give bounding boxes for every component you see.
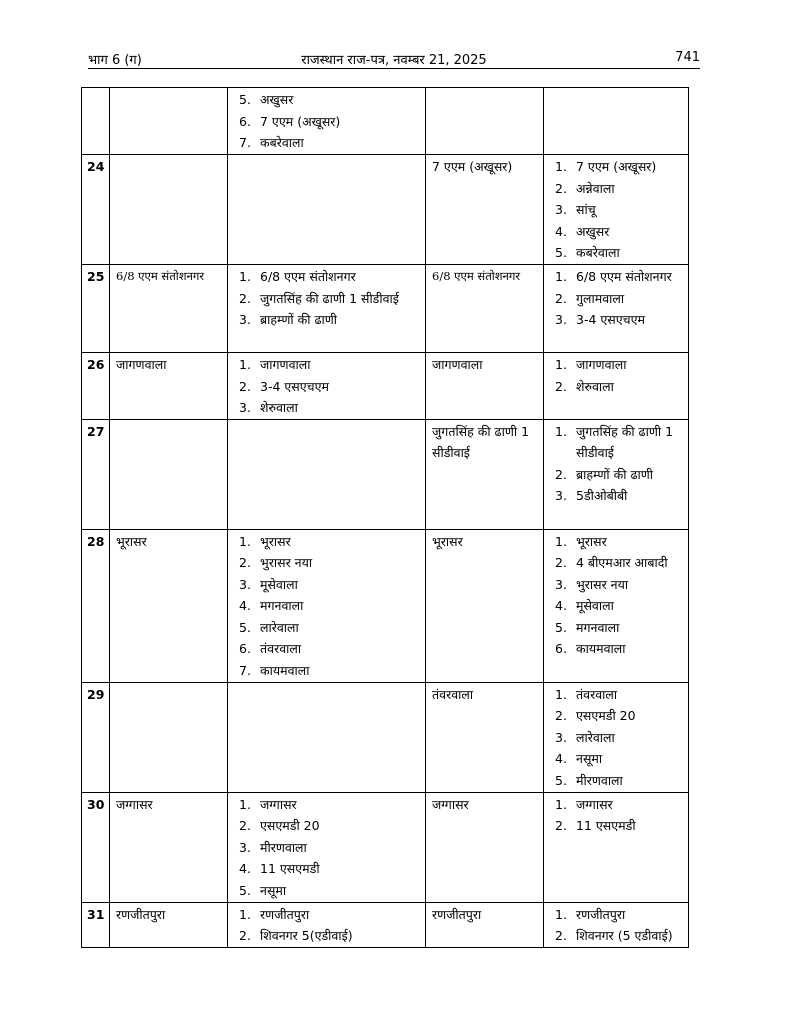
table-body xyxy=(82,88,689,948)
list-item-text: 7 एएम (अखूसर) xyxy=(576,159,657,174)
list-item xyxy=(555,242,684,264)
list-item xyxy=(555,309,684,331)
serial-number: 28 xyxy=(82,529,110,682)
list-item-text: भुरासर नया xyxy=(260,555,313,570)
list-item xyxy=(239,132,421,154)
list-item-number: 3. xyxy=(555,202,567,217)
table-row xyxy=(82,88,689,155)
list-item-number: 3. xyxy=(555,729,567,745)
table-row xyxy=(82,792,689,902)
list-item xyxy=(239,638,421,660)
list-item-text: ब्राहम्णों की ढाणी xyxy=(260,312,337,327)
list-item-number: 1. xyxy=(555,357,567,372)
list-item-number: 2. xyxy=(555,180,567,196)
list-item-text: जग्गासर xyxy=(576,796,613,812)
list-item xyxy=(239,309,421,331)
list-item-text: 5डीओबीबी xyxy=(576,488,628,503)
list-item xyxy=(239,617,421,639)
list-item-text: मीरणवाला xyxy=(260,839,307,855)
list-item-text: शेरुवाला xyxy=(576,378,614,394)
new-panchayat-name: रणजीतपुरा xyxy=(426,902,544,947)
list-item-text: 4 बीएमआर आबादी xyxy=(576,555,668,570)
list-item-number: 2. xyxy=(555,290,567,306)
list-item xyxy=(239,925,421,947)
list-item xyxy=(239,89,421,111)
table-row xyxy=(82,529,689,682)
list-item-text: भूरासर xyxy=(260,533,291,549)
village-reorganization-table xyxy=(81,87,689,948)
list-item-number: 1. xyxy=(239,269,251,284)
list-item-number: 2. xyxy=(239,290,251,306)
list-item-number: 3. xyxy=(239,312,251,327)
table-row xyxy=(82,419,689,529)
list-item-number: 6. xyxy=(239,113,251,129)
table-row xyxy=(82,353,689,420)
list-item-text: मूसेवाला xyxy=(260,576,298,592)
list-item-number: 3. xyxy=(239,839,251,855)
page-number: 741 xyxy=(675,50,700,65)
list-item-number: 5. xyxy=(555,772,567,788)
list-item-number: 1. xyxy=(239,906,251,922)
list-item-text: तंवरवाला xyxy=(260,641,302,656)
list-item-number: 1. xyxy=(555,533,567,549)
list-item-text: कायमवाला xyxy=(576,641,626,656)
list-item-number: 6. xyxy=(555,641,567,656)
village-list xyxy=(544,88,688,89)
village-list xyxy=(228,265,425,331)
village-list xyxy=(544,420,688,507)
serial-number xyxy=(82,88,110,155)
list-item-number: 2. xyxy=(239,378,251,394)
list-item xyxy=(555,288,684,310)
list-item-text: जुगतसिंह की ढाणी 1 सीडीवाई xyxy=(576,423,674,460)
list-item xyxy=(239,376,421,398)
list-item xyxy=(555,770,684,792)
list-item-text: नसूमा xyxy=(260,882,287,898)
new-villages-cell xyxy=(544,88,689,155)
list-item-text: ब्राहम्णों की ढाणी xyxy=(576,466,653,482)
serial-number: 25 xyxy=(82,265,110,353)
list-item xyxy=(239,837,421,859)
list-item-number: 1. xyxy=(555,796,567,812)
list-item-number: 4. xyxy=(239,861,251,876)
new-panchayat-name: 7 एएम (अखूसर) xyxy=(426,155,544,265)
list-item-number: 2. xyxy=(239,928,251,943)
list-item-number: 2. xyxy=(555,708,567,723)
new-villages-cell xyxy=(544,682,689,792)
list-item-number: 3. xyxy=(239,400,251,415)
list-item-text: अखुसर xyxy=(260,92,294,107)
village-list xyxy=(544,793,688,837)
list-item-number: 2. xyxy=(555,466,567,482)
list-item-text: 6/8 एएम संतोशनगर xyxy=(260,269,356,284)
list-item-number: 1. xyxy=(239,796,251,812)
list-item xyxy=(239,660,421,682)
list-item xyxy=(239,531,421,553)
old-villages-cell xyxy=(228,155,426,265)
list-item-text: 11 एसएमडी xyxy=(260,861,320,876)
list-item-number: 1. xyxy=(555,906,567,922)
village-list xyxy=(228,793,425,902)
new-panchayat-name: 6/8 एएम संतोशनगर xyxy=(426,265,544,353)
gazette-title: राजस्थान राज-पत्र, नवम्बर 21, 2025 xyxy=(301,53,487,68)
list-item-number: 6. xyxy=(239,641,251,656)
new-villages-cell xyxy=(544,792,689,902)
list-item-text: जग्गासर xyxy=(260,796,297,812)
list-item-text: मगनवाला xyxy=(576,619,620,635)
old-villages-cell xyxy=(228,902,426,947)
list-item-number: 7. xyxy=(239,662,251,678)
list-item xyxy=(555,705,684,727)
list-item-text: अन्नेवाला xyxy=(576,180,615,196)
list-item-text: शेरुवाला xyxy=(260,400,298,415)
list-item xyxy=(555,156,684,178)
gazette-part: भाग 6 (ग) xyxy=(88,53,142,68)
list-item-number: 5. xyxy=(239,92,251,107)
list-item xyxy=(555,815,684,837)
table-row xyxy=(82,155,689,265)
list-item-text: 6/8 एएम संतोशनगर xyxy=(576,269,672,284)
list-item xyxy=(555,464,684,486)
serial-number: 29 xyxy=(82,682,110,792)
list-item-number: 5. xyxy=(239,882,251,898)
list-item xyxy=(555,617,684,639)
list-item xyxy=(555,178,684,200)
list-item xyxy=(239,354,421,376)
village-list xyxy=(228,903,425,947)
old-panchayat-name: भूरासर xyxy=(110,529,228,682)
village-list xyxy=(228,683,425,684)
list-item xyxy=(555,531,684,553)
list-item xyxy=(555,748,684,770)
village-list xyxy=(544,683,688,792)
list-item-text: अखुसर xyxy=(576,223,610,239)
new-villages-cell xyxy=(544,902,689,947)
list-item-text: लारेवाला xyxy=(260,619,299,635)
list-item-text: सांचू xyxy=(576,202,596,217)
list-item-number: 7. xyxy=(239,135,251,150)
new-panchayat-name xyxy=(426,88,544,155)
list-item-text: मगनवाला xyxy=(260,598,304,613)
old-panchayat-name: जागणवाला xyxy=(110,353,228,420)
list-item-number: 4. xyxy=(555,223,567,239)
old-panchayat-name xyxy=(110,88,228,155)
serial-number: 26 xyxy=(82,353,110,420)
new-villages-cell xyxy=(544,353,689,420)
list-item-text: जुगतसिंह की ढाणी 1 सीडीवाई xyxy=(260,290,399,306)
list-item-text: मूसेवाला xyxy=(576,598,614,613)
list-item xyxy=(239,794,421,816)
table-row xyxy=(82,902,689,947)
list-item-text: एसएमडी 20 xyxy=(576,708,636,723)
list-item-text: जागणवाला xyxy=(260,357,311,372)
old-villages-cell xyxy=(228,529,426,682)
village-list xyxy=(544,155,688,264)
list-item-text: कबरेवाला xyxy=(260,135,304,150)
old-panchayat-name xyxy=(110,682,228,792)
new-panchayat-name: जुगतसिंह की ढाणी 1 सीडीवाई xyxy=(426,419,544,529)
old-panchayat-name: रणजीतपुरा xyxy=(110,902,228,947)
list-item-number: 4. xyxy=(555,598,567,613)
list-item-number: 5. xyxy=(555,619,567,635)
new-villages-cell xyxy=(544,529,689,682)
list-item xyxy=(555,574,684,596)
list-item-text: तंवरवाला xyxy=(576,686,618,702)
list-item-number: 5. xyxy=(239,619,251,635)
list-item xyxy=(555,595,684,617)
village-list xyxy=(544,903,688,947)
table-row xyxy=(82,265,689,353)
village-list xyxy=(544,265,688,331)
list-item-text: जागणवाला xyxy=(576,357,627,372)
list-item-number: 1. xyxy=(555,159,567,174)
old-villages-cell xyxy=(228,88,426,155)
list-item xyxy=(239,111,421,133)
list-item xyxy=(555,266,684,288)
old-panchayat-name xyxy=(110,155,228,265)
list-item-number: 1. xyxy=(555,269,567,284)
serial-number: 27 xyxy=(82,419,110,529)
list-item-text: लारेवाला xyxy=(576,729,615,745)
village-list xyxy=(228,530,425,682)
old-villages-cell xyxy=(228,419,426,529)
new-villages-cell xyxy=(544,419,689,529)
list-item-number: 1. xyxy=(239,357,251,372)
old-panchayat-name xyxy=(110,419,228,529)
list-item-text: 11 एसएमडी xyxy=(576,818,636,833)
page-header xyxy=(88,50,700,69)
list-item-number: 4. xyxy=(239,598,251,613)
list-item xyxy=(239,858,421,880)
list-item-number: 1. xyxy=(555,423,567,439)
village-list xyxy=(228,420,425,421)
list-item-number: 5. xyxy=(555,245,567,260)
list-item-number: 1. xyxy=(239,533,251,549)
list-item xyxy=(555,684,684,706)
list-item-number: 3. xyxy=(239,576,251,592)
list-item-number: 2. xyxy=(555,378,567,394)
list-item-text: गुलामवाला xyxy=(576,290,625,306)
new-villages-cell xyxy=(544,155,689,265)
list-item xyxy=(239,815,421,837)
list-item xyxy=(239,552,421,574)
list-item-text: मीरणवाला xyxy=(576,772,623,788)
serial-number: 24 xyxy=(82,155,110,265)
serial-number: 31 xyxy=(82,902,110,947)
list-item-number: 2. xyxy=(239,818,251,833)
new-panchayat-name: भूरासर xyxy=(426,529,544,682)
list-item xyxy=(555,638,684,660)
list-item xyxy=(239,266,421,288)
list-item-number: 2. xyxy=(239,555,251,570)
serial-number: 30 xyxy=(82,792,110,902)
new-panchayat-name: जग्गासर xyxy=(426,792,544,902)
list-item xyxy=(239,574,421,596)
list-item xyxy=(555,221,684,243)
list-item-text: नसूमा xyxy=(576,751,603,766)
list-item-number: 1. xyxy=(555,686,567,702)
list-item-text: भुरासर नया xyxy=(576,576,629,592)
list-item xyxy=(239,397,421,419)
old-villages-cell xyxy=(228,682,426,792)
old-villages-cell xyxy=(228,265,426,353)
list-item-text: एसएमडी 20 xyxy=(260,818,320,833)
list-item-text: 7 एएम (अखूसर) xyxy=(260,113,341,129)
list-item-text: 3-4 एसएचएम xyxy=(576,312,645,327)
table-row xyxy=(82,682,689,792)
village-list xyxy=(228,88,425,154)
list-item-text: कबरेवाला xyxy=(576,245,620,260)
list-item-text: 3-4 एसएचएम xyxy=(260,378,329,394)
list-item xyxy=(239,595,421,617)
old-villages-cell xyxy=(228,353,426,420)
list-item xyxy=(555,485,684,507)
list-item-number: 3. xyxy=(555,312,567,327)
village-list xyxy=(544,530,688,660)
list-item-number: 4. xyxy=(555,751,567,766)
list-item xyxy=(555,727,684,749)
list-item xyxy=(555,794,684,816)
list-item xyxy=(239,904,421,926)
new-panchayat-name: तंवरवाला xyxy=(426,682,544,792)
list-item xyxy=(239,288,421,310)
list-item-number: 2. xyxy=(555,818,567,833)
old-panchayat-name: 6/8 एएम संतोशनगर xyxy=(110,265,228,353)
list-item-text: रणजीतपुरा xyxy=(576,906,626,922)
list-item-text: भूरासर xyxy=(576,533,607,549)
list-item-text: रणजीतपुरा xyxy=(260,906,310,922)
new-villages-cell xyxy=(544,265,689,353)
village-list xyxy=(228,353,425,419)
village-list xyxy=(544,353,688,397)
list-item xyxy=(555,199,684,221)
village-list xyxy=(228,155,425,156)
list-item-number: 3. xyxy=(555,576,567,592)
list-item-text: कायमवाला xyxy=(260,662,310,678)
new-panchayat-name: जागणवाला xyxy=(426,353,544,420)
list-item xyxy=(555,354,684,376)
list-item-number: 2. xyxy=(555,555,567,570)
list-item-number: 2. xyxy=(555,928,567,943)
list-item-number: 3. xyxy=(555,488,567,503)
list-item xyxy=(555,925,684,947)
list-item xyxy=(555,421,684,464)
list-item xyxy=(555,904,684,926)
list-item-text: शिवनगर (5 एडीवाई) xyxy=(576,928,673,943)
list-item xyxy=(555,376,684,398)
list-item-text: शिवनगर 5(एडीवाई) xyxy=(260,928,353,943)
list-item xyxy=(239,880,421,902)
old-panchayat-name: जग्गासर xyxy=(110,792,228,902)
old-villages-cell xyxy=(228,792,426,902)
list-item xyxy=(555,552,684,574)
